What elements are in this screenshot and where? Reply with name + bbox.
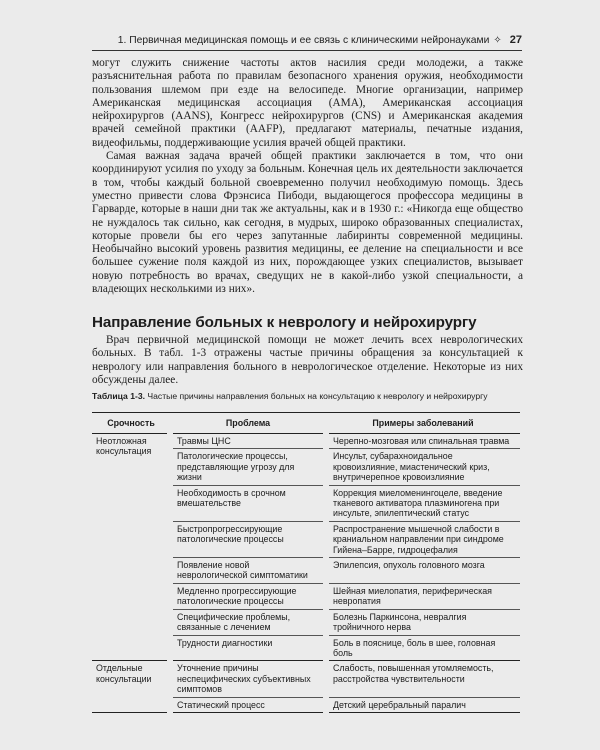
problem-cell: Появление новой неврологической симптоматики xyxy=(170,558,326,584)
chapter-title: 1. Первичная медицинская помощь и ее связь с клиническими нейронауками xyxy=(117,35,490,46)
section-heading: Направление больных к неврологу и нейрохирургу xyxy=(92,314,477,331)
paragraph-3: Врач первичной медицинской помощи не может лечить всех неврологических больных. В табл. 1-3 отражены частые причины обращения за консультацией к неврологу или направления больного в неврологическое отделение. Некоторые из них обсуждены далее. xyxy=(92,334,523,386)
paragraph-1: могут служить снижение частоты актов насилия среди молодежи, а также разъяснительная работа по правилам безопасного хранения оружия, необходимости пользования шлемом при езде на велосипеде. Многие организации, например Американская медицинская ассоциация (AMA), Американская ассоциация нейрохирургов (AANS), Конгресс нейрохирургов (CNS) и Американская академия врачей семейной практики (AAFP), предлагают материалы, печатные издания, видеофильмы, поддерживающие усилия врачей общей практики. xyxy=(92,57,523,149)
table-row xyxy=(92,434,520,449)
paragraph-2: Самая важная задача врачей общей практики заключается в том, что они координируют усилия по уходу за больным. Конечная цель их деятельности заключается в том, чтобы каждый больной своевременно получил необходимую помощь. Здесь уместно привести слова Фрэнсиса Пибоди, выдающегося профессора медицины в Гарварде, которые в наши дни так же актуальны, как и в 1930 г.: «Никогда еще общество не нуждалось так сильно, как сегодня, в мудрых, широко образованных специалистах, которые провели бы его через запутанные лабиринты современной медицины. Необычайно высокий уровень развития медицины, ее деление на специальности и все большее сужение поля каждой из них, порождающее узких специалистов, вызывает новую потребность во врачах, сведущих не в какой-либо узкой специальности, а владеющих несколькими из них». xyxy=(92,150,523,296)
examples-cell: Коррекция миеломенингоцеле, введение тканевого активатора плазминогена при инсульте, эпилептический статус xyxy=(326,485,520,521)
table-row xyxy=(92,661,520,697)
category-cell: Неотложная консультация xyxy=(92,434,170,661)
table-caption-text: Частые причины направления больных на консультацию к неврологу и нейрохирургу xyxy=(147,391,488,401)
problem-cell: Травмы ЦНС xyxy=(170,434,326,449)
examples-cell: Детский церебральный паралич xyxy=(326,697,520,712)
category-cell: Отдельные консультации xyxy=(92,661,170,713)
table-caption xyxy=(92,391,532,401)
examples-cell: Распространение мышечной слабости в краниальном направлении при синдроме Гийена–Барре, гидроцефалия xyxy=(326,521,520,557)
examples-cell: Шейная миелопатия, периферическая невропатия xyxy=(326,583,520,609)
header-urgency: Срочность xyxy=(92,413,170,434)
problem-cell: Медленно прогрессирующие патологические процессы xyxy=(170,583,326,609)
problem-cell: Трудности диагностики xyxy=(170,635,326,661)
page-number: 27 xyxy=(509,34,522,46)
diamond-icon: ✧ xyxy=(493,35,502,46)
examples-cell: Болезнь Паркинсона, невралгия тройничного нерва xyxy=(326,609,520,635)
problem-cell: Необходимость в срочном вмешательстве xyxy=(170,485,326,521)
problem-cell: Быстропрогрессирующие патологические процессы xyxy=(170,521,326,557)
running-header xyxy=(92,34,522,48)
referral-table xyxy=(92,412,520,713)
examples-cell: Боль в пояснице, боль в шее, головная боль xyxy=(326,635,520,661)
problem-cell: Статический процесс xyxy=(170,697,326,712)
examples-cell: Черепно-мозговая или спинальная травма xyxy=(326,434,520,449)
table-caption-label: Таблица 1-3. xyxy=(92,391,146,401)
body-text-bottom xyxy=(92,334,523,387)
examples-cell: Эпилепсия, опухоль головного мозга xyxy=(326,558,520,584)
examples-cell: Инсульт, субарахноидальное кровоизлияние, миастенический криз, внутричерепное кровоизлияние xyxy=(326,449,520,485)
examples-cell: Слабость, повышенная утомляемость, расстройства чувствительности xyxy=(326,661,520,697)
header-rule xyxy=(92,50,522,51)
header-problem: Проблема xyxy=(170,413,326,434)
problem-cell: Уточнение причины неспецифических субъективных симптомов xyxy=(170,661,326,697)
problem-cell: Специфические проблемы, связанные с лечением xyxy=(170,609,326,635)
problem-cell: Патологические процессы, представляющие угрозу для жизни xyxy=(170,449,326,485)
table-header-row xyxy=(92,413,520,434)
header-examples: Примеры заболеваний xyxy=(326,413,520,434)
body-text-top xyxy=(92,57,523,296)
